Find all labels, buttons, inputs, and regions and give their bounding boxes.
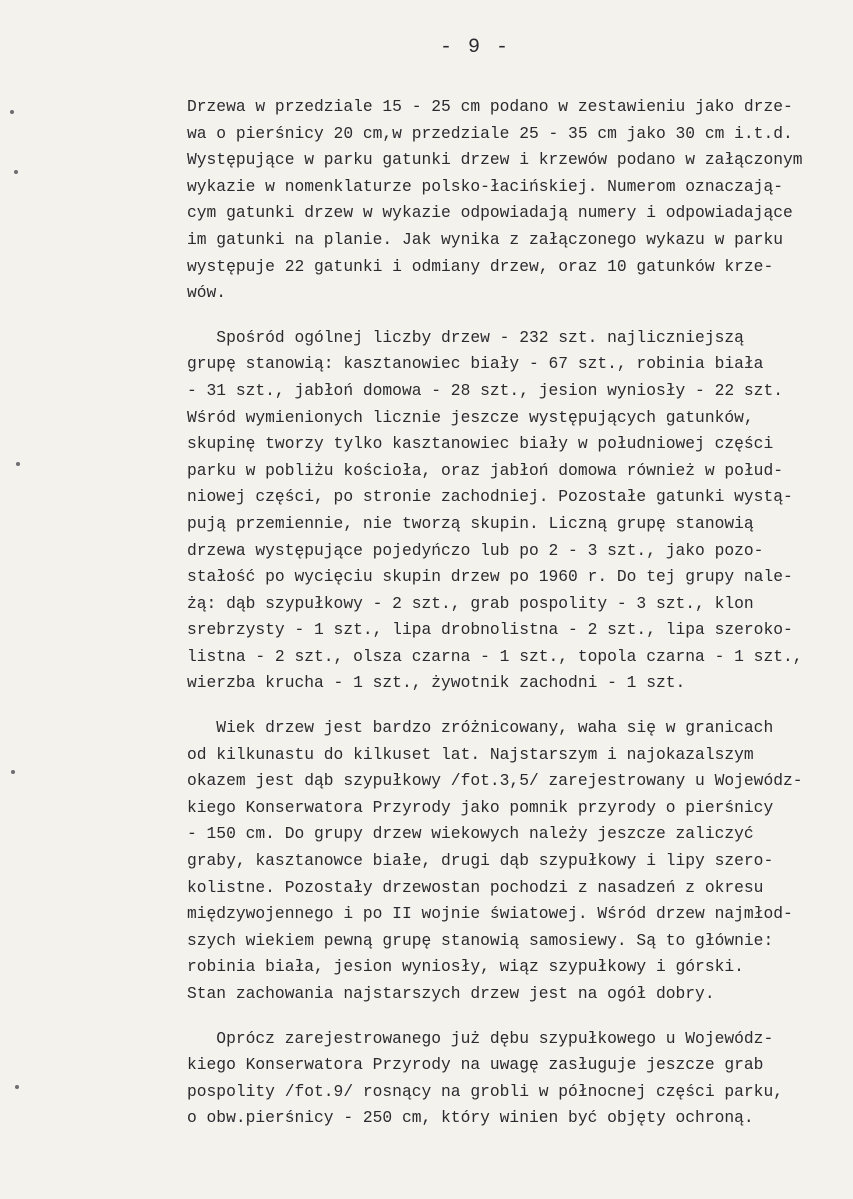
text-line: im gatunki na planie. Jak wynika z załączonego wykazu w parku bbox=[187, 229, 783, 249]
text-line: cym gatunki drzew w wykazie odpowiadają numery i odpowiadające bbox=[187, 203, 793, 223]
text-line: robinia biała, jesion wyniosły, wiąz szypułkowy i górski. bbox=[187, 957, 744, 977]
paragraph-1 bbox=[187, 94, 849, 307]
text-line: międzywojennego i po II wojnie światowej. Wśród drzew najmłod- bbox=[187, 904, 793, 924]
text-line: występuje 22 gatunki i odmiany drzew, oraz 10 gatunków krze- bbox=[187, 256, 774, 276]
text-line: drzewa występujące pojedyńczo lub po 2 - 3 szt., jako pozo- bbox=[187, 540, 764, 560]
page-number: - 9 - bbox=[440, 36, 511, 59]
text-line: kiego Konserwatora Przyrody jako pomnik przyrody o pierśnicy bbox=[187, 797, 774, 817]
text-line: kolistne. Pozostały drzewostan pochodzi z nasadzeń z okresu bbox=[187, 877, 764, 897]
margin-dot bbox=[14, 170, 18, 174]
text-line: - 150 cm. Do grupy drzew wiekowych należy jeszcze zaliczyć bbox=[187, 824, 754, 844]
text-line: Wiek drzew jest bardzo zróżnicowany, waha się w granicach bbox=[187, 718, 774, 738]
margin-dot bbox=[15, 1085, 19, 1089]
text-line: okazem jest dąb szypułkowy /fot.3,5/ zarejestrowany u Wojewódz- bbox=[187, 771, 803, 791]
text-line: Oprócz zarejestrowanego już dębu szypułkowego u Wojewódz- bbox=[187, 1028, 774, 1048]
margin-dot bbox=[11, 770, 15, 774]
text-line: - 31 szt., jabłoń domowa - 28 szt., jesion wyniosły - 22 szt. bbox=[187, 380, 783, 400]
text-line: Spośród ogólnej liczby drzew - 232 szt. najliczniejszą bbox=[187, 327, 744, 347]
text-line: stałość po wycięciu skupin drzew po 1960 r. Do tej grupy nale- bbox=[187, 567, 793, 587]
text-line: graby, kasztanowce białe, drugi dąb szypułkowy i lipy szero- bbox=[187, 851, 774, 871]
text-line: wa o pierśnicy 20 cm,w przedziale 25 - 35 cm jako 30 cm i.t.d. bbox=[187, 123, 793, 143]
text-line: od kilkunastu do kilkuset lat. Najstarszym i najokazalszym bbox=[187, 744, 754, 764]
paragraph-3 bbox=[187, 715, 849, 1008]
text-line: Występujące w parku gatunki drzew i krzewów podano w załączonym bbox=[187, 150, 803, 170]
paragraph-4 bbox=[187, 1026, 849, 1132]
text-line: niowej części, po stronie zachodniej. Pozostałe gatunki wystą- bbox=[187, 487, 793, 507]
text-line: wierzba krucha - 1 szt., żywotnik zachodni - 1 szt. bbox=[187, 673, 686, 693]
text-line: żą: dąb szypułkowy - 2 szt., grab pospolity - 3 szt., klon bbox=[187, 593, 754, 613]
margin-dot bbox=[16, 462, 20, 466]
text-line: parku w pobliżu kościoła, oraz jabłoń domowa również w połud- bbox=[187, 460, 783, 480]
text-line: skupinę tworzy tylko kasztanowiec biały w południowej części bbox=[187, 434, 774, 454]
text-line: Wśród wymienionych licznie jeszcze występujących gatunków, bbox=[187, 407, 754, 427]
text-line: pują przemiennie, nie tworzą skupin. Liczną grupę stanowią bbox=[187, 513, 754, 533]
text-line: Stan zachowania najstarszych drzew jest na ogół dobry. bbox=[187, 984, 715, 1003]
text-line: grupę stanowią: kasztanowiec biały - 67 szt., robinia biała bbox=[187, 354, 764, 374]
text-line: pospolity /fot.9/ rosnący na grobli w północnej części parku, bbox=[187, 1081, 783, 1101]
margin-dot bbox=[10, 110, 14, 114]
text-line: listna - 2 szt., olsza czarna - 1 szt., topola czarna - 1 szt., bbox=[187, 646, 803, 666]
paragraph-2 bbox=[187, 325, 849, 697]
typed-text-body bbox=[187, 94, 849, 1132]
text-line: kiego Konserwatora Przyrody na uwagę zasługuje jeszcze grab bbox=[187, 1055, 764, 1075]
text-line: wykazie w nomenklaturze polsko-łacińskiej. Numerom oznaczają- bbox=[187, 176, 783, 196]
text-line: wów. bbox=[187, 283, 227, 303]
text-line: Drzewa w przedziale 15 - 25 cm podano w zestawieniu jako drze- bbox=[187, 97, 793, 116]
text-line: o obw.pierśnicy - 250 cm, który winien być objęty ochroną. bbox=[187, 1108, 754, 1128]
text-line: szych wiekiem pewną grupę stanowią samosiewy. Są to głównie: bbox=[187, 930, 774, 950]
text-line: srebrzysty - 1 szt., lipa drobnolistna - 2 szt., lipa szeroko- bbox=[187, 620, 793, 640]
